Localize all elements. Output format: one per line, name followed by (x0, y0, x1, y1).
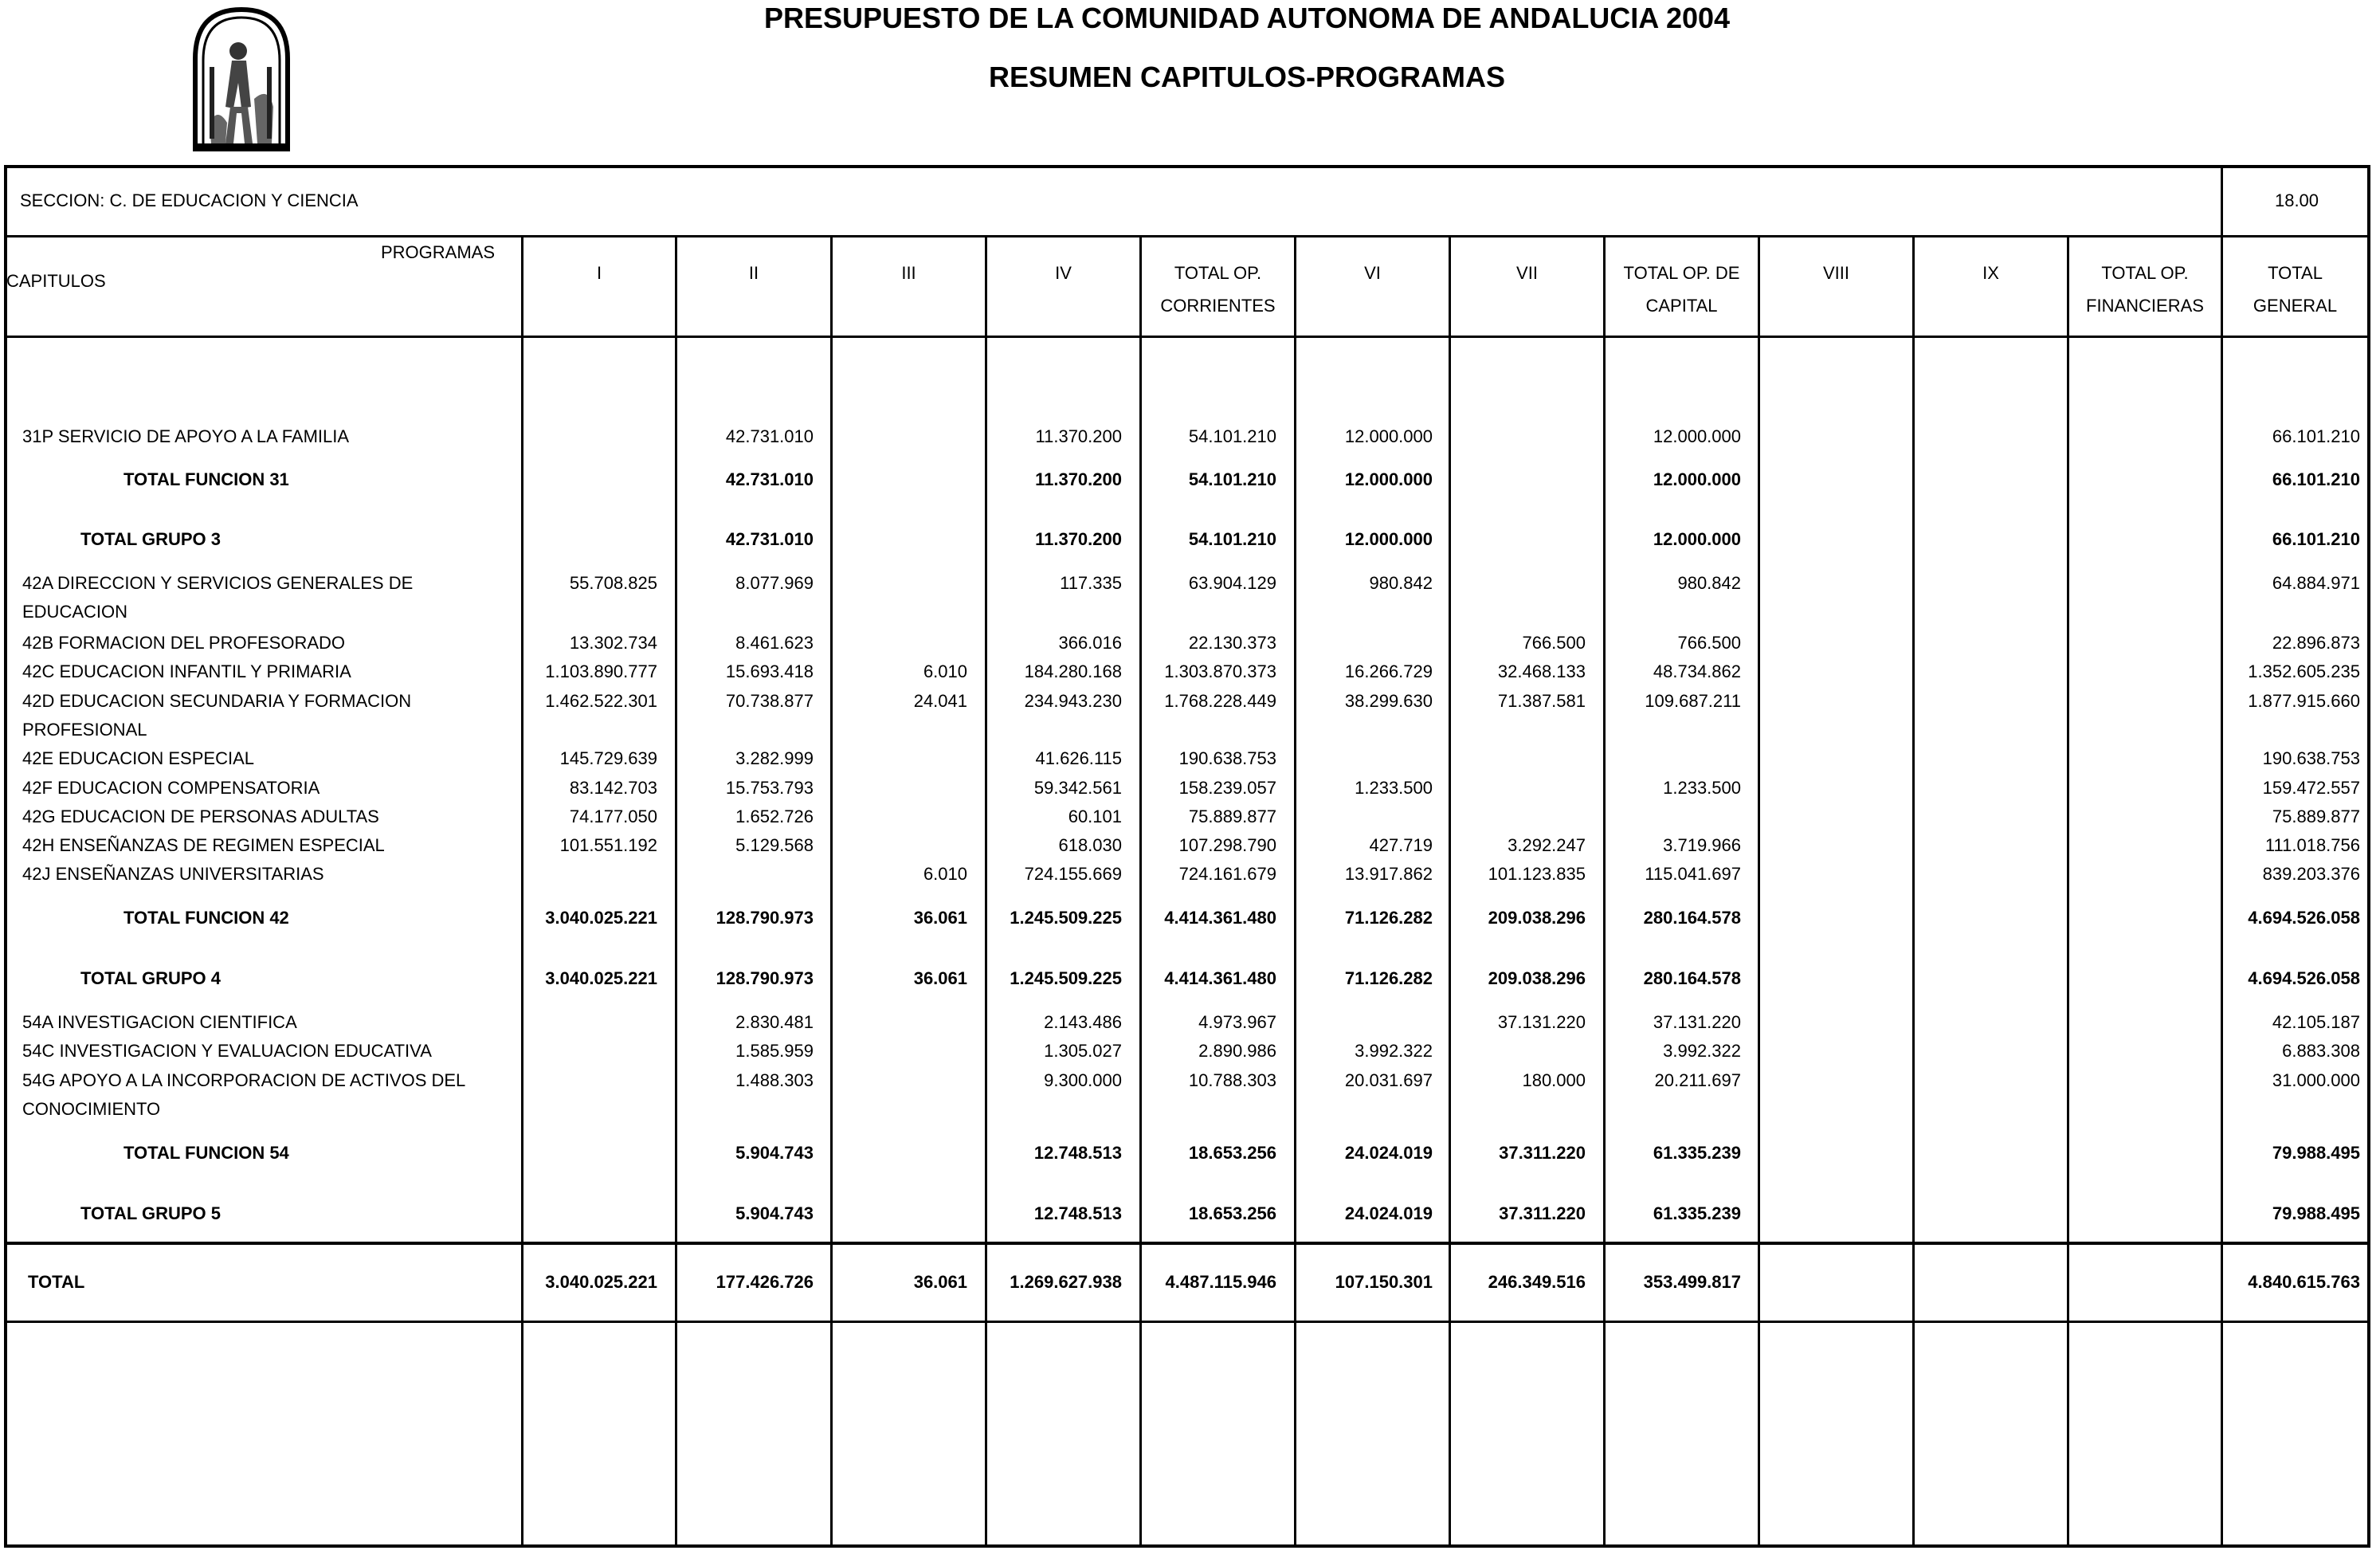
table-cell: 3.719.966 (1663, 835, 1741, 855)
table-cell: 159.472.557 (2262, 778, 2360, 798)
table-cell: 37.311.220 (1499, 1203, 1586, 1223)
section-code: 18.00 (2274, 190, 2319, 210)
column-header (1760, 257, 1912, 289)
table-cell: 66.101.210 (2272, 469, 2360, 489)
table-cell: 107.150.301 (1335, 1272, 1433, 1292)
table-cell: 4.973.967 (1198, 1012, 1276, 1032)
table-cell: 61.335.239 (1653, 1143, 1741, 1163)
table-cell: 37.131.220 (1497, 1012, 1586, 1032)
table-cell: 109.687.211 (1645, 691, 1741, 711)
table-cell: 4.694.526.058 (2248, 968, 2360, 988)
row-label (22, 1066, 465, 1124)
table-cell: 190.638.753 (2262, 748, 2360, 768)
column-header-line: CORRIENTES (1160, 296, 1276, 316)
table-cell: 16.266.729 (1344, 661, 1433, 681)
table-cell: 15.693.418 (725, 661, 814, 681)
table-cell: 234.943.230 (1024, 691, 1122, 711)
table-cell: 107.298.790 (1178, 835, 1276, 855)
column-divider (1449, 236, 1451, 1546)
table-cell: 18.653.256 (1188, 1203, 1276, 1223)
table-cell: 37.131.220 (1653, 1012, 1741, 1032)
row-label (124, 465, 289, 494)
table-cell: 42.731.010 (725, 426, 814, 446)
table-cell: 8.461.623 (735, 633, 814, 653)
table-cell: 366.016 (1058, 633, 1122, 653)
table-cell: 71.126.282 (1344, 968, 1433, 988)
row-label (22, 657, 351, 686)
table-cell: 5.129.568 (735, 835, 814, 855)
table-cell: 12.748.513 (1033, 1203, 1122, 1223)
table-cell: 9.300.000 (1044, 1070, 1122, 1090)
table-cell: 79.988.495 (2272, 1203, 2360, 1223)
table-cell: 6.883.308 (2282, 1041, 2360, 1061)
row-label (22, 744, 254, 773)
column-header-line: FINANCIERAS (2086, 296, 2204, 316)
divider-total-top (4, 1242, 2370, 1245)
table-cell: 1.233.500 (1663, 778, 1741, 798)
table-cell: 75.889.877 (2272, 807, 2360, 826)
divider-total-bottom (4, 1321, 2370, 1323)
header-capitulos: CAPITULOS (6, 271, 106, 291)
table-cell: 12.000.000 (1653, 469, 1741, 489)
row-label-line: 42E EDUCACION ESPECIAL (22, 748, 254, 768)
table-cell: 3.992.322 (1663, 1041, 1741, 1061)
table-cell: 60.101 (1068, 807, 1122, 826)
row-label-line: TOTAL GRUPO 4 (80, 968, 222, 988)
divider-header (4, 336, 2370, 338)
table-cell: 1.488.303 (735, 1070, 814, 1090)
table-cell: 11.370.200 (1035, 529, 1122, 549)
section-label: SECCION: C. DE EDUCACION Y CIENCIA (20, 190, 359, 210)
row-label-line: TOTAL FUNCION 42 (124, 908, 289, 928)
column-header (1296, 257, 1449, 289)
table-cell: 75.889.877 (1188, 807, 1276, 826)
row-label-line: TOTAL FUNCION 31 (124, 469, 289, 489)
table-cell: 618.030 (1058, 835, 1122, 855)
table-cell: 12.000.000 (1344, 529, 1433, 549)
row-label (22, 860, 324, 889)
row-label (22, 629, 345, 657)
table-cell: 3.282.999 (735, 748, 814, 768)
table-cell: 11.370.200 (1035, 426, 1122, 446)
row-label-line: 42G EDUCACION DE PERSONAS ADULTAS (22, 807, 379, 826)
table-cell: 6.010 (923, 864, 967, 884)
column-header-line: I (596, 263, 602, 283)
table-cell: 980.842 (1677, 573, 1741, 593)
table-cell: 101.551.192 (559, 835, 657, 855)
table-cell: 66.101.210 (2272, 426, 2360, 446)
table-cell: 12.000.000 (1653, 529, 1741, 549)
table-cell: 41.626.115 (1035, 748, 1122, 768)
row-label-line: TOTAL GRUPO 5 (80, 1203, 222, 1223)
row-label (22, 831, 385, 860)
table-cell: 61.335.239 (1653, 1203, 1741, 1223)
column-header (1142, 257, 1294, 322)
table-cell: 1.652.726 (735, 807, 814, 826)
table-cell: 18.653.256 (1188, 1143, 1276, 1163)
row-label-line: PROFESIONAL (22, 720, 147, 740)
row-label-line: 42H ENSEÑANZAS DE REGIMEN ESPECIAL (22, 835, 385, 855)
table-cell: 724.155.669 (1024, 864, 1122, 884)
table-cell: 280.164.578 (1643, 908, 1741, 928)
table-cell: 11.370.200 (1035, 469, 1122, 489)
row-label-line: 42C EDUCACION INFANTIL Y PRIMARIA (22, 661, 351, 681)
row-label-line: 54A INVESTIGACION CIENTIFICA (22, 1012, 297, 1032)
table-cell: 1.352.605.235 (2248, 661, 2360, 681)
table-cell: 190.638.753 (1178, 748, 1276, 768)
table-cell: 246.349.516 (1488, 1272, 1586, 1292)
row-label-line: 31P SERVICIO DE APOYO A LA FAMILIA (22, 426, 350, 446)
page-title: PRESUPUESTO DE LA COMUNIDAD AUTONOMA DE ANDALUCIA 2004 (763, 2, 1731, 34)
row-label-line: CONOCIMIENTO (22, 1099, 161, 1119)
table-cell: 3.040.025.221 (545, 1272, 657, 1292)
table-cell: 111.018.756 (2264, 835, 2360, 855)
table-cell: 59.342.561 (1033, 778, 1122, 798)
table-cell: 427.719 (1369, 835, 1433, 855)
table-cell: 209.038.296 (1488, 908, 1586, 928)
table-cell: 1.245.509.225 (1010, 908, 1122, 928)
table-cell: 4.414.361.480 (1164, 908, 1276, 928)
table-cell: 12.748.513 (1033, 1143, 1122, 1163)
table-cell: 10.788.303 (1188, 1070, 1276, 1090)
table-cell: 128.790.973 (716, 968, 814, 988)
table-cell: 280.164.578 (1643, 968, 1741, 988)
row-label (22, 1008, 297, 1037)
table-cell: 31.000.000 (2272, 1070, 2360, 1090)
column-header (523, 257, 675, 289)
table-cell: 54.101.210 (1188, 469, 1276, 489)
column-header-line: III (901, 263, 916, 283)
table-cell: 36.061 (913, 1272, 967, 1292)
column-divider (1912, 236, 1915, 1546)
table-cell: 12.000.000 (1344, 469, 1433, 489)
column-header-line: TOTAL OP. (1174, 263, 1262, 283)
table-cell: 83.142.703 (569, 778, 657, 798)
table-cell: 177.426.726 (716, 1272, 814, 1292)
table-cell: 184.280.168 (1024, 661, 1122, 681)
table-cell: 42.731.010 (725, 469, 814, 489)
table-cell: 1.269.627.938 (1010, 1272, 1122, 1292)
row-label (124, 1139, 289, 1168)
table-cell: 42.731.010 (725, 529, 814, 549)
table-cell: 5.904.743 (735, 1143, 814, 1163)
table-cell: 22.130.373 (1188, 633, 1276, 653)
column-divider (2067, 236, 2069, 1546)
table-cell: 128.790.973 (716, 908, 814, 928)
table-cell: 766.500 (1677, 633, 1741, 653)
table-cell: 63.904.129 (1188, 573, 1276, 593)
table-cell: 8.077.969 (735, 573, 814, 593)
row-label-line: 42D EDUCACION SECUNDARIA Y FORMACION (22, 691, 412, 711)
table-cell: 4.694.526.058 (2248, 908, 2360, 928)
table-cell: 839.203.376 (2262, 864, 2360, 884)
row-label (22, 569, 413, 626)
column-header (1915, 257, 2067, 289)
row-label (80, 964, 221, 993)
table-cell: 12.000.000 (1344, 426, 1433, 446)
table-cell: 20.211.697 (1654, 1070, 1741, 1090)
column-header-line: TOTAL OP. DE (1623, 263, 1740, 283)
row-label-line: 54C INVESTIGACION Y EVALUACION EDUCATIVA (22, 1041, 432, 1061)
row-label-line: EDUCACION (22, 602, 128, 622)
table-cell: 55.708.825 (569, 573, 657, 593)
column-divider (830, 236, 833, 1546)
row-label-line: 42A DIRECCION Y SERVICIOS GENERALES DE (22, 573, 414, 593)
table-cell: 24.024.019 (1344, 1143, 1433, 1163)
column-header-line: IX (1982, 263, 1999, 283)
divider-section (4, 235, 2370, 237)
table-cell: 1.103.890.777 (545, 661, 657, 681)
table-cell: 145.729.639 (559, 748, 657, 768)
table-cell: 1.585.959 (735, 1041, 814, 1061)
row-label (22, 687, 411, 744)
column-header-line: TOTAL (2268, 263, 2323, 283)
table-cell: 74.177.050 (569, 807, 657, 826)
table-cell: 24.041 (913, 691, 967, 711)
table-cell: 20.031.697 (1344, 1070, 1433, 1090)
table-cell: 6.010 (923, 661, 967, 681)
table-cell: 13.917.862 (1344, 864, 1433, 884)
column-header-line: GENERAL (2253, 296, 2338, 316)
table-cell: 71.387.581 (1497, 691, 1586, 711)
row-label-line: 42J ENSEÑANZAS UNIVERSITARIAS (22, 864, 324, 884)
column-header-line: VII (1516, 263, 1538, 283)
row-label (22, 1037, 432, 1066)
table-cell: 1.233.500 (1355, 778, 1433, 798)
table-cell: 66.101.210 (2272, 529, 2360, 549)
table-cell: 12.000.000 (1653, 426, 1741, 446)
column-header-line: VI (1364, 263, 1381, 283)
row-label-line: 54G APOYO A LA INCORPORACION DE ACTIVOS DEL (22, 1070, 466, 1090)
row-label (80, 1199, 221, 1228)
table-cell: 1.245.509.225 (1010, 968, 1122, 988)
table-cell: 4.840.615.763 (2248, 1272, 2360, 1292)
table-cell: 15.753.793 (725, 778, 814, 798)
column-header-line: IV (1055, 263, 1072, 283)
column-divider (521, 236, 523, 1546)
table-cell: 980.842 (1369, 573, 1433, 593)
table-cell: 22.896.873 (2272, 633, 2360, 653)
table-cell: 1.303.870.373 (1164, 661, 1276, 681)
table-cell: 115.041.697 (1645, 864, 1741, 884)
row-label-line: 42B FORMACION DEL PROFESORADO (22, 633, 346, 653)
table-cell: 36.061 (913, 968, 967, 988)
row-label (124, 904, 289, 932)
table-cell: 3.040.025.221 (545, 968, 657, 988)
row-label (28, 1268, 84, 1297)
table-cell: 54.101.210 (1188, 426, 1276, 446)
table-cell: 71.126.282 (1344, 908, 1433, 928)
table-cell: 1.768.228.449 (1164, 691, 1276, 711)
table-cell: 13.302.734 (569, 633, 657, 653)
column-header (2223, 257, 2367, 322)
table-cell: 38.299.630 (1344, 691, 1433, 711)
table-cell: 48.734.862 (1653, 661, 1741, 681)
table-cell: 4.487.115.946 (1165, 1272, 1276, 1292)
table-cell: 32.468.133 (1497, 661, 1586, 681)
table-cell: 2.890.986 (1198, 1041, 1276, 1061)
row-label (22, 803, 379, 831)
column-header (2069, 257, 2221, 322)
table-cell: 5.904.743 (735, 1203, 814, 1223)
table-cell: 1.877.915.660 (2248, 691, 2360, 711)
column-header (1451, 257, 1603, 289)
column-header (1606, 257, 1758, 322)
column-header (987, 257, 1139, 289)
table-cell: 724.161.679 (1178, 864, 1276, 884)
table-cell: 180.000 (1522, 1070, 1586, 1090)
table-cell: 209.038.296 (1488, 968, 1586, 988)
column-header (833, 257, 985, 289)
table-cell: 36.061 (913, 908, 967, 928)
table-cell: 64.884.971 (2272, 573, 2360, 593)
column-divider (1758, 236, 1760, 1546)
table-cell: 42.105.187 (2272, 1012, 2360, 1032)
table-cell: 3.292.247 (1508, 835, 1586, 855)
table-cell: 766.500 (1522, 633, 1586, 653)
row-label-line: TOTAL FUNCION 54 (124, 1143, 289, 1163)
row-label-line: 42F EDUCACION COMPENSATORIA (22, 778, 320, 798)
table-cell: 24.024.019 (1344, 1203, 1433, 1223)
table-cell: 37.311.220 (1499, 1143, 1586, 1163)
page-subtitle: RESUMEN CAPITULOS-PROGRAMAS (988, 61, 1506, 93)
table-cell: 101.123.835 (1488, 864, 1586, 884)
row-label (80, 525, 221, 554)
header-programas: PROGRAMAS (381, 242, 496, 262)
table-cell: 117.335 (1060, 573, 1122, 593)
row-label (22, 422, 349, 451)
column-header-line: II (748, 263, 759, 283)
table-cell: 79.988.495 (2272, 1143, 2360, 1163)
row-label (22, 774, 320, 803)
column-header-line: TOTAL OP. (2101, 263, 2189, 283)
row-label-line: TOTAL (28, 1272, 85, 1292)
table-cell: 1.305.027 (1044, 1041, 1122, 1061)
row-label-line: TOTAL GRUPO 3 (80, 529, 222, 549)
table-cell: 2.143.486 (1044, 1012, 1122, 1032)
table-cell: 70.738.877 (725, 691, 814, 711)
column-header (677, 257, 830, 289)
table-cell: 54.101.210 (1188, 529, 1276, 549)
table-cell: 3.040.025.221 (545, 908, 657, 928)
table-cell: 158.239.057 (1178, 778, 1276, 798)
column-header-line: VIII (1822, 263, 1849, 283)
table-cell: 4.414.361.480 (1164, 968, 1276, 988)
table-cell: 2.830.481 (735, 1012, 814, 1032)
table-cell: 1.462.522.301 (545, 691, 657, 711)
table-cell: 3.992.322 (1355, 1041, 1433, 1061)
table-cell: 353.499.817 (1643, 1272, 1741, 1292)
column-header-line: CAPITAL (1645, 296, 1718, 316)
